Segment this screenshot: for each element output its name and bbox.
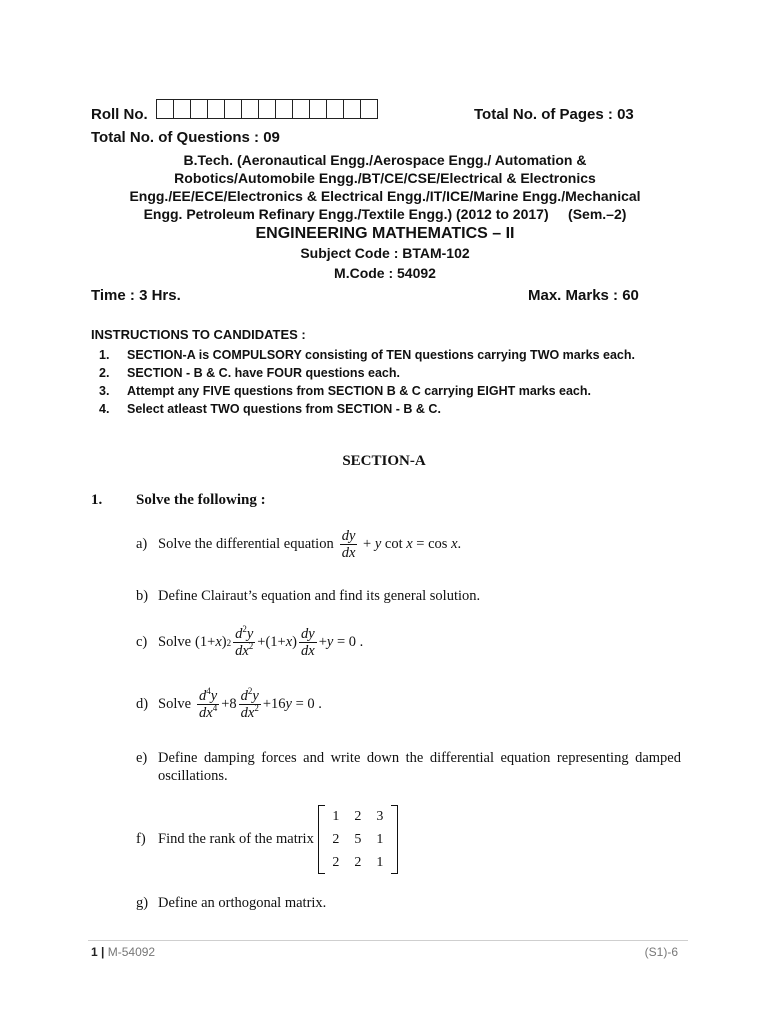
matrix-cell: 2 bbox=[354, 808, 362, 824]
equation: $\frac{dy}{dx}$ + y cot x = cos x. bbox=[341, 528, 462, 561]
matrix-cell: 2 bbox=[332, 854, 340, 870]
total-questions: Total No. of Questions : 09 bbox=[91, 129, 280, 146]
footer-code: (S1)-6 bbox=[644, 945, 678, 959]
course-line: Engg. Petroleum Refinary Engg./Textile Engg.) (2012 to 2017) (Sem.–2) bbox=[143, 206, 627, 222]
course-line: Engg./EE/ECE/Electronics & Electrical Engg./IT/ICE/Marine Engg./Mechanical bbox=[129, 188, 641, 204]
item-text: Attempt any FIVE questions from SECTION B & C carrying EIGHT marks each. bbox=[127, 384, 591, 398]
list-item bbox=[99, 364, 659, 382]
page-number: 1 bbox=[91, 945, 98, 959]
part-label: b) bbox=[136, 588, 149, 604]
part-text: Define an orthogonal matrix. bbox=[158, 895, 327, 911]
question-part-d bbox=[136, 688, 681, 721]
equation: $\frac{d^4y}{dx^4}$ +8 $\frac{d^2y}{dx^2}$ +16 y = 0 . bbox=[199, 686, 322, 721]
footer-mcode: M-54092 bbox=[107, 945, 156, 959]
matrix-cell: 1 bbox=[376, 831, 384, 847]
part-text: Solve bbox=[158, 634, 192, 650]
list-item bbox=[99, 346, 659, 364]
matrix-cell: 3 bbox=[376, 808, 384, 824]
part-text: Define damping forces and write down the differential equation representing damped oscillations. bbox=[158, 750, 681, 784]
matrix-bracket-left bbox=[318, 805, 325, 874]
part-text: Solve bbox=[158, 696, 192, 712]
part-label: a) bbox=[136, 536, 148, 552]
equation: (1 + x ) 2 $\frac{d^2y}{dx^2}$ +(1+ x ) $\frac{dy}{dx}$ + y = 0 . bbox=[195, 624, 364, 659]
roll-no-label: Roll No. bbox=[91, 106, 148, 123]
question-text: Solve the following : bbox=[136, 492, 266, 508]
part-text: Solve the differential equation bbox=[158, 536, 334, 552]
question-number: 1. bbox=[91, 492, 103, 508]
course-line: Robotics/Automobile Engg./BT/CE/CSE/Electrical & Electronics bbox=[174, 170, 596, 186]
list-item bbox=[99, 382, 659, 400]
roll-no-boxes bbox=[156, 99, 378, 119]
subject-code: Subject Code : BTAM-102 bbox=[300, 245, 470, 261]
question-part-g bbox=[136, 895, 681, 912]
footer-divider bbox=[88, 940, 688, 941]
question-part-a bbox=[136, 528, 681, 561]
item-number: 4. bbox=[99, 402, 110, 416]
part-label: d) bbox=[136, 696, 149, 712]
part-label: c) bbox=[136, 634, 148, 650]
matrix bbox=[318, 805, 398, 874]
item-number: 3. bbox=[99, 384, 110, 398]
matrix-cell: 1 bbox=[332, 808, 340, 824]
part-text: Define Clairaut’s equation and find its general solution. bbox=[158, 588, 481, 604]
subject-title: ENGINEERING MATHEMATICS – II bbox=[255, 225, 515, 242]
footer-separator: | bbox=[101, 945, 105, 959]
course-description bbox=[100, 151, 670, 223]
part-label: f) bbox=[136, 831, 146, 847]
matrix-cell: 5 bbox=[354, 831, 362, 847]
item-number: 1. bbox=[99, 348, 110, 362]
footer-page bbox=[91, 945, 155, 959]
total-pages: Total No. of Pages : 03 bbox=[474, 106, 634, 123]
question-part-c bbox=[136, 626, 681, 659]
item-text: Select atleast TWO questions from SECTION - B & C. bbox=[127, 402, 441, 416]
question-part-e bbox=[136, 749, 681, 785]
matrix-cell: 2 bbox=[332, 831, 340, 847]
question-part-f bbox=[136, 805, 681, 874]
section-heading: SECTION-A bbox=[342, 453, 426, 469]
max-marks: Max. Marks : 60 bbox=[528, 287, 639, 304]
part-label: g) bbox=[136, 895, 149, 911]
time-allowed: Time : 3 Hrs. bbox=[91, 287, 181, 304]
instructions-list bbox=[99, 346, 659, 418]
item-text: SECTION - B & C. have FOUR questions each. bbox=[127, 366, 400, 380]
course-line: B.Tech. (Aeronautical Engg./Aerospace Engg./ Automation & bbox=[183, 152, 587, 168]
matrix-cell: 2 bbox=[354, 854, 362, 870]
list-item bbox=[99, 400, 659, 418]
m-code: M.Code : 54092 bbox=[334, 265, 436, 281]
part-label: e) bbox=[136, 750, 148, 766]
part-text: Find the rank of the matrix bbox=[158, 831, 314, 847]
matrix-bracket-right bbox=[391, 805, 398, 874]
instructions-heading: INSTRUCTIONS TO CANDIDATES : bbox=[91, 327, 306, 342]
matrix-cell: 1 bbox=[376, 854, 384, 870]
question-part-b bbox=[136, 588, 681, 605]
item-text: SECTION-A is COMPULSORY consisting of TEN questions carrying TWO marks each. bbox=[127, 348, 635, 362]
item-number: 2. bbox=[99, 366, 110, 380]
